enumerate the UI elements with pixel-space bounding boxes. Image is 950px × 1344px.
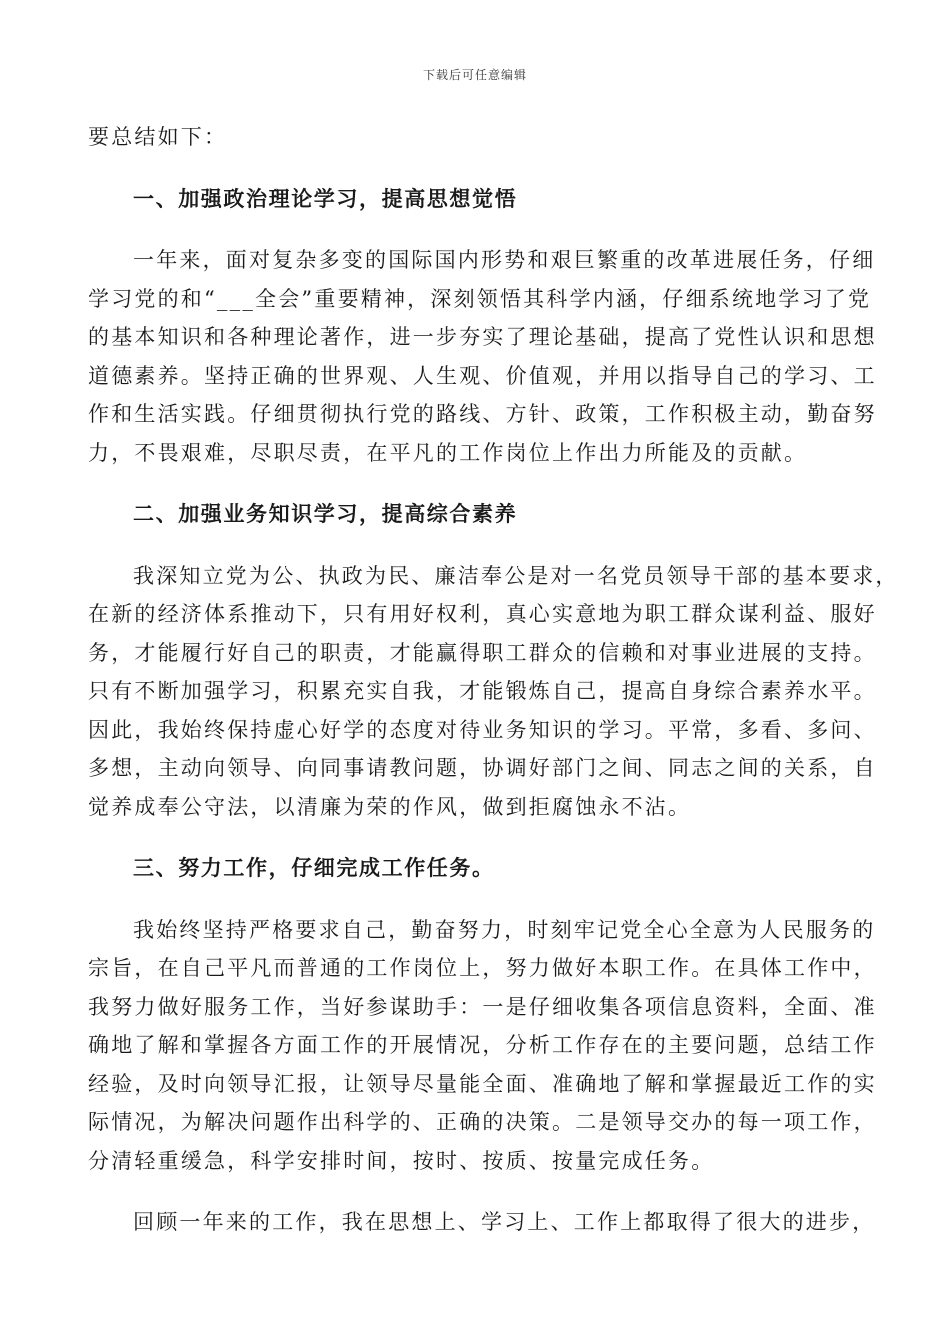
section-heading: 二、加强业务知识学习，提高综合素养 — [133, 501, 518, 526]
paragraph-line: 分清轻重缓急，科学安排时间，按时、按质、按量完成任务。 — [88, 1148, 715, 1173]
paragraph-line: 我始终坚持严格要求自己，勤奋努力，时刻牢记党全心全意为人民服务的 — [133, 917, 876, 942]
paragraph-line: 一年来，面对复杂多变的国际国内形势和艰巨繁重的改革进展任务，仔细 — [133, 248, 876, 272]
section-heading: 一、加强政治理论学习，提高思想觉悟 — [133, 185, 518, 211]
section-1 — [88, 180, 877, 473]
section-2 — [88, 495, 899, 826]
paragraph-line: 学习党的和“___全会”重要精神，深刻领悟其科学内涵，仔细系统地学习了党 — [88, 286, 872, 311]
paragraph-line: 只有不断加强学习，积累充实自我，才能锻炼自己，提高自身综合素养水平。 — [88, 679, 877, 703]
paragraph-gap — [88, 1180, 863, 1203]
closing-line: 回顾一年来的工作，我在思想上、学习上、工作上都取得了很大的进步， — [133, 1210, 876, 1234]
paragraph-line: 宗旨，在自己平凡而普通的工作岗位上，努力做好本职工作。在具体工作中， — [88, 956, 877, 980]
paragraph-line: 我深知立党为公、执政为民、廉洁奉公是对一名党员领导干部的基本要求， — [133, 563, 899, 588]
paragraph-line: 经验，及时向领导汇报，让领导尽量能全面、准确地了解和掌握最近工作的实 — [88, 1071, 877, 1096]
intro-line: 要总结如下： — [88, 125, 228, 149]
section-3 — [88, 849, 877, 1180]
section-paragraph — [88, 241, 877, 472]
paragraph-line: 因此，我始终保持虚心好学的态度对待业务知识的学习。平常，多看、多问、 — [88, 717, 877, 742]
paragraph-line: 多想，主动向领导、向同事请教问题，协调好部门之间、同志之间的关系，自 — [88, 756, 877, 780]
page-header: 下载后可任意编辑 — [422, 68, 527, 82]
paragraph-line: 际情况，为解决问题作出科学的、正确的决策。二是领导交办的每一项工作， — [88, 1110, 877, 1134]
section-heading: 三、努力工作，仔细完成工作任务。 — [133, 855, 495, 880]
paragraph-line: 道德素养。坚持正确的世界观、人生观、价值观，并用以指导自己的学习、工 — [88, 363, 877, 388]
paragraph-line: 力，不畏艰难，尽职尽责，在平凡的工作岗位上作出力所能及的贡献。 — [88, 440, 808, 465]
paragraph-line: 的基本知识和各种理论著作，进一步夯实了理论基础，提高了党性认识和思想 — [88, 325, 877, 349]
section-paragraph — [88, 557, 899, 827]
paragraph-line: 确地了解和掌握各方面工作的开展情况，分析工作存在的主要问题，总结工作 — [88, 1033, 877, 1057]
paragraph-line: 我努力做好服务工作，当好参谋助手：一是仔细收集各项信息资料，全面、准 — [88, 994, 877, 1019]
paragraph-line: 务，才能履行好自己的职责，才能赢得职工群众的信赖和对事业进展的支持。 — [88, 640, 877, 665]
paragraph-line: 在新的经济体系推动下，只有用好权利，真心实意地为职工群众谋利益、服好 — [88, 602, 877, 626]
paragraph-line: 作和生活实践。仔细贯彻执行党的路线、方针、政策，工作积极主动，勤奋努 — [88, 402, 877, 426]
paragraph-line: 觉养成奉公守法，以清廉为荣的作风，做到拒腐蚀永不沾。 — [88, 794, 692, 819]
section-paragraph — [88, 911, 877, 1181]
document-body — [88, 118, 899, 1242]
